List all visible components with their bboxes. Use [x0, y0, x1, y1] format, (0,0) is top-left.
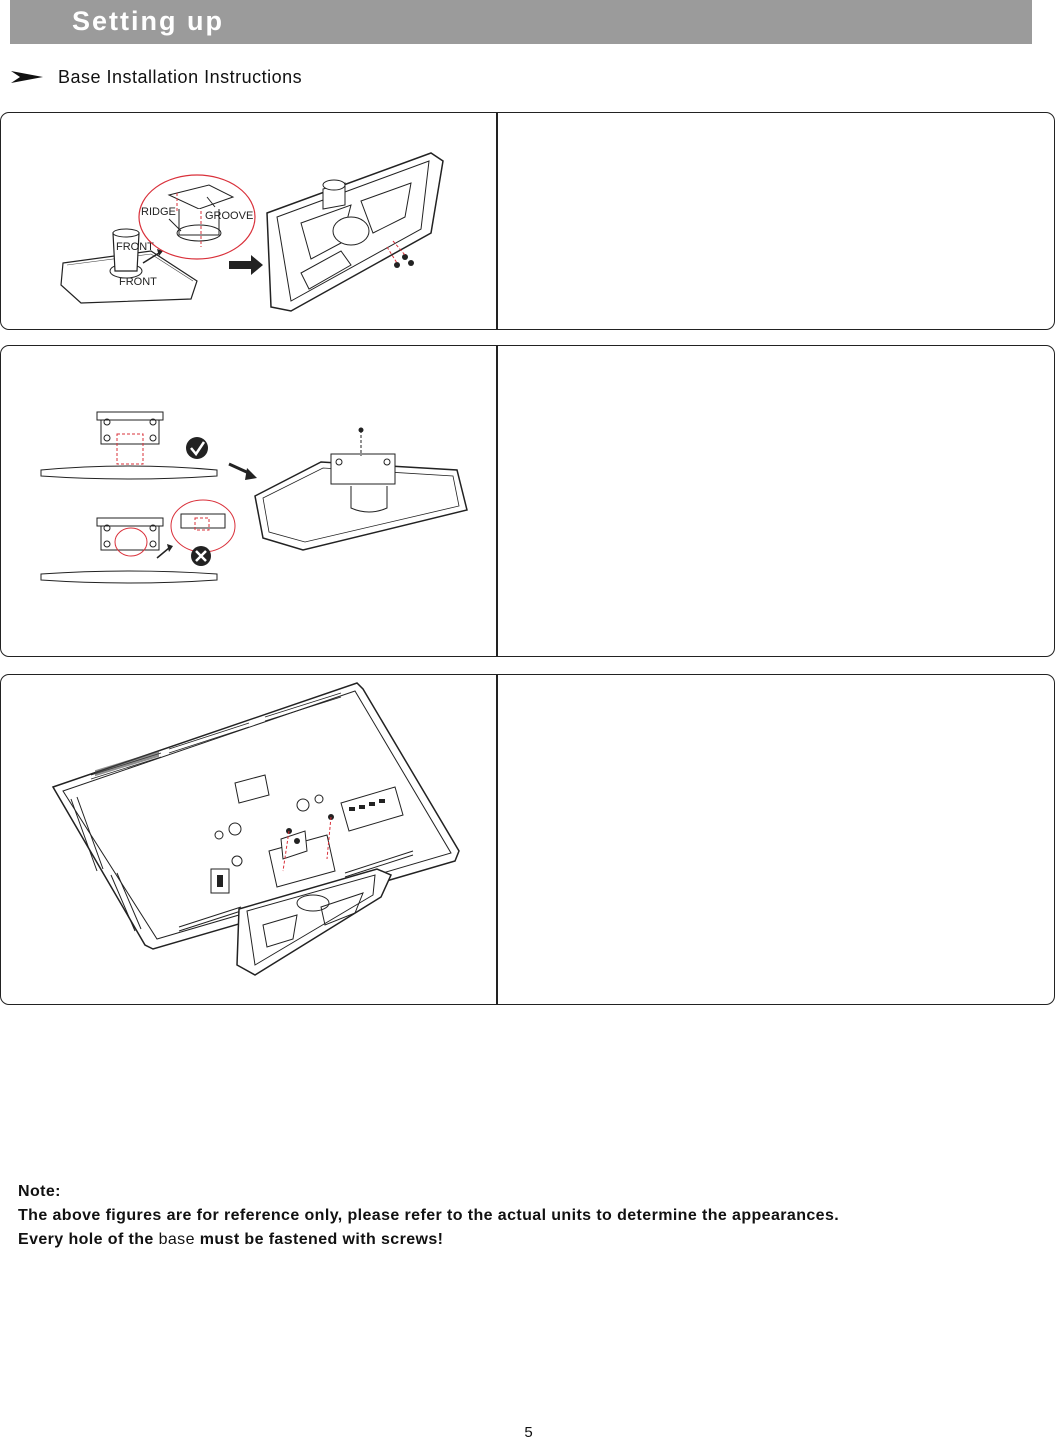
page-title: Setting up — [72, 6, 224, 36]
ridge-label: RIDGE — [141, 206, 176, 218]
groove-label: GROOVE — [205, 210, 254, 222]
note-screws-base: base — [158, 1231, 195, 1248]
panel-divider — [496, 675, 498, 1004]
section-heading — [10, 64, 302, 90]
note-screws-start: Every hole of the — [18, 1231, 159, 1248]
step2-illustration — [1, 346, 495, 656]
step3-illustration — [1, 675, 495, 1004]
cross-icon — [191, 546, 211, 566]
step-panel-2 — [0, 345, 1055, 657]
section-heading-text: Base Installation Instructions — [58, 66, 303, 87]
panel-divider — [496, 113, 498, 329]
step1-illustration — [1, 113, 495, 329]
step-panel-3 — [0, 674, 1055, 1005]
note-block — [18, 1180, 1018, 1252]
note-screws-end: must be fastened with screws! — [194, 1231, 444, 1248]
screw-icon — [394, 254, 414, 268]
check-icon — [186, 437, 208, 459]
note-line-reference: The above figures are for reference only, please refer to the actual units to determine the appearances. — [18, 1207, 840, 1224]
panel-divider — [496, 346, 498, 656]
step-panel-1 — [0, 112, 1055, 330]
arrow-pointer-icon — [10, 70, 44, 84]
note-line-screws — [18, 1228, 1018, 1252]
note-title: Note: — [18, 1183, 61, 1200]
page-number: 5 — [524, 1424, 533, 1441]
front-label-base: FRONT — [119, 276, 157, 288]
front-label-neck: FRONT — [116, 241, 154, 253]
wrong-assembly — [41, 500, 235, 583]
header-bar — [10, 0, 1032, 44]
